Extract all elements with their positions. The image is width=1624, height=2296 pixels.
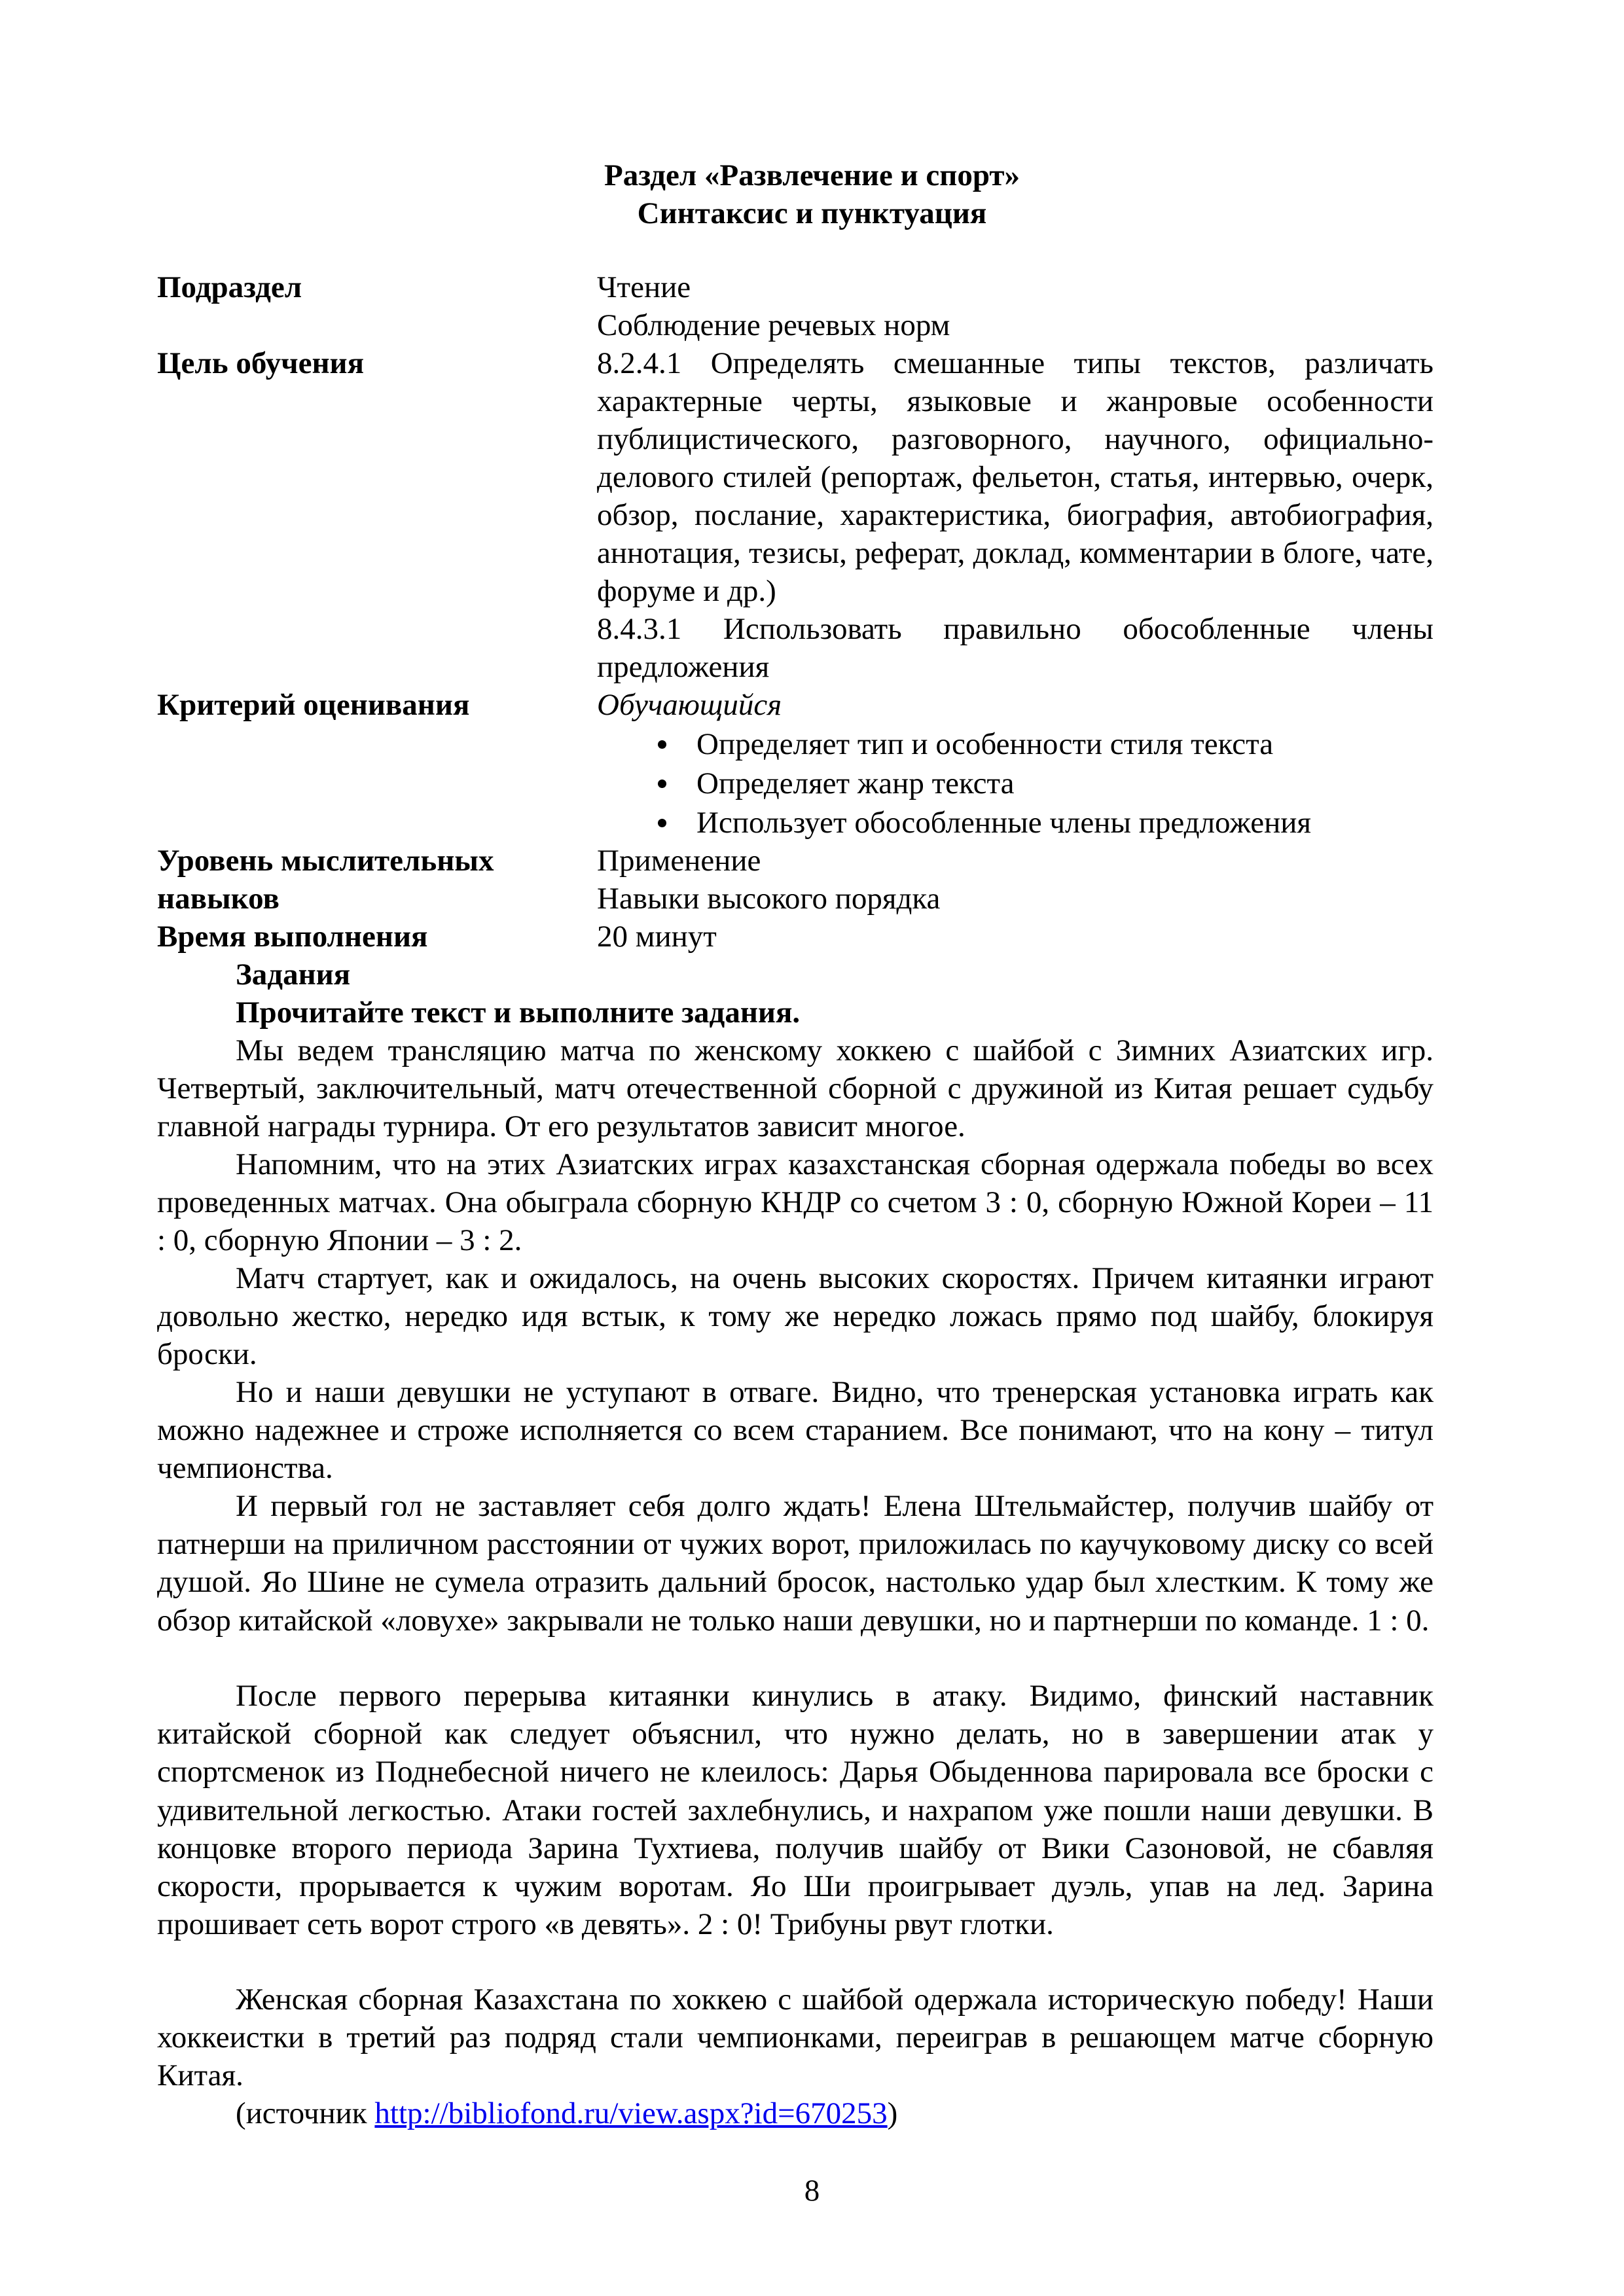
level-value-1: Применение bbox=[597, 844, 761, 878]
level-label-1: Уровень мыслительных bbox=[157, 844, 494, 878]
page-number: 8 bbox=[804, 2174, 820, 2208]
goal-2: 8.4.3.1 Использовать правильно обособленные члены предложения bbox=[597, 612, 1434, 684]
text-paragraph-6: После первого перерыва китаянки кинулись в атаку. Видимо, финский наставник китайской сборной как следует объяснил, что нужно делать, но в завершении атак у спортсменок из Поднебесной ничего не клеилось: Дарья Обыденнова парировала все броски с удивительной легкостью. Атаки гостей захлебнулись, и нахрапом уже пошли наши девушки. В концовке второго периода Зарина Тухтиева, получив шайбу от Вики Сазоновой, не сбавляя скорости, прорывается к чужим воротам. Яо Ши проигрывает дуэль, упав на лед. Зарина прошивает сеть ворот строго «в девять». 2 : 0! Трибуны рвут глотки. bbox=[157, 1679, 1434, 1942]
source-suffix: ) bbox=[887, 2096, 898, 2130]
level-label-2: навыков bbox=[157, 882, 280, 916]
text-paragraph-1: Мы ведем трансляцию матча по женскому хоккею с шайбой с Зимних Азиатских игр. Четвертый, заключительный, матч отечественной сборной с дружиной из Китая решает судьбу главной награды турнира. От его результатов зависит многое. bbox=[157, 1033, 1434, 1144]
bullet-icon bbox=[658, 740, 666, 749]
section-title: Раздел «Развлечение и спорт» bbox=[604, 158, 1020, 192]
text-paragraph-2: Напомним, что на этих Азиатских играх казахстанская сборная одержала победы во всех проведенных матчах. Она обыграла сборную КНДР со счетом 3 : 0, сборную Южной Кореи – 11 : 0, сборную Японии – 3 : 2. bbox=[157, 1147, 1434, 1258]
bullet-icon bbox=[658, 819, 666, 827]
subsection-value-1: Чтение bbox=[597, 270, 691, 304]
goal-label: Цель обучения bbox=[157, 346, 365, 380]
text-paragraph-5: И первый гол не заставляет себя долго ждать! Елена Штельмайстер, получив шайбу от патнерши на приличном расстоянии от чужих ворот, приложилась по каучуковому диску со всей душой. Яо Шине не сумела отразить дальний бросок, настолько удар был хлестким. К тому же обзор китайской «ловухе» закрывали не только наши девушки, но и партнерши по команде. 1 : 0. bbox=[157, 1489, 1434, 1638]
source-link[interactable]: http://bibliofond.ru/view.aspx?id=670253 bbox=[374, 2096, 888, 2130]
subsection-value-2: Соблюдение речевых норм bbox=[597, 308, 950, 342]
time-value: 20 минут bbox=[597, 920, 717, 954]
criteria-label: Критерий оценивания bbox=[157, 688, 470, 722]
text-paragraph-4: Но и наши девушки не уступают в отваге. Видно, что тренерская установка играть как можно надежнее и строже исполняется со всем старанием. Все понимают, что на кону – титул чемпионства. bbox=[157, 1375, 1434, 1486]
goal-1: 8.2.4.1 Определять смешанные типы текстов, различать характерные черты, языковые и жанровые особенности публицистического, разговорного, научного, официально-делового стилей (репортаж, фельетон, статья, интервью, очерк, обзор, послание, характеристика, биография, автобиография, аннотация, тезисы, реферат, доклад, комментарии в блоге, чате, форуме и др.) bbox=[597, 346, 1434, 608]
topic-title: Синтаксис и пунктуация bbox=[637, 196, 987, 230]
text-paragraph-3: Матч стартует, как и ожидалось, на очень высоких скоростях. Причем китаянки играют довольно жестко, нередко идя встык, к тому же нередко ложась прямо под шайбу, блокируя броски. bbox=[157, 1261, 1434, 1372]
source-prefix: (источник bbox=[236, 2096, 375, 2130]
subsection-label: Подраздел bbox=[157, 270, 302, 304]
level-value-2: Навыки высокого порядка bbox=[597, 882, 941, 916]
criteria-intro: Обучающийся bbox=[597, 688, 782, 722]
tasks-heading: Задания bbox=[236, 958, 351, 992]
time-label: Время выполнения bbox=[157, 920, 428, 954]
bullet-icon bbox=[658, 780, 666, 788]
tasks-instruction: Прочитайте текст и выполните задания. bbox=[236, 996, 801, 1030]
text-paragraph-7: Женская сборная Казахстана по хоккею с шайбой одержала историческую победу! Наши хоккеистки в третий раз подряд стали чемпионками, переиграв в решающем матче сборную Китая. bbox=[157, 1982, 1434, 2093]
document-page: Раздел «Развлечение и спорт» Синтаксис и пунктуация Подраздел Чтение Соблюдение речевых норм Цель обучения 8.2.4.1 Определять смешанные типы текстов, различать характерные черты, языковые и жанровые особенности публицистического, разговорного, научного, официально-делового стилей (репортаж, фельетон, статья, интервью, очерк, обзор, послание, характеристика, биография, автобиография, аннотация, тезисы, реферат, доклад, комментарии в блоге, чате, форуме и др.) 8.4.3.1 Использовать правильно обособленные члены предложения Критерий оценивания Обучающийся Определяет тип и особенности стиля текста Определяет жанр текста Использует обособленные члены предложения Уровень мыслительных Применение навыков Навыки высокого порядка Время выполнения 20 минут Задания Прочитайте текст и выполните задания. Мы ведем трансляцию матча по женскому хоккею с шайбой с Зимних Азиатских игр. Четвертый, заключительный, матч отечественной сборной с дружиной из Китая решает судьбу главной награды турнира. От его результатов зависит многое. Напомним, что на этих Азиатских играх казахстанская сборная одержала победы во всех проведенных матчах. Она обыграла сборную КНДР со счетом 3 : 0, сборную Южной Кореи – 11 : 0, сборную Японии – 3 : 2. Матч стартует, как и ожидалось, на очень высоких скоростях. Причем китаянки играют довольно жестко, нередко идя встык, к тому же нередко ложась прямо под шайбу, блокируя броски. Но и наши девушки не уступают в отваге. Видно, что тренерская установка играть как можно надежнее и строже исполняется со всем старанием. Все понимают, что на кону – титул чемпионства. И первый гол не заставляет себя долго ждать! Елена Штельмайстер, получив шайбу от патнерши на приличном расстоянии от чужих ворот, приложилась по каучуковому диску со всей душой. Яо Шине не сумела отразить дальний бросок, настолько удар был хлестким. К тому же обзор китайской «ловухе» закрывали не только наши девушки, но и партнерши по команде. 1 : 0. После первого перерыва китаянки кинулись в атаку. Видимо, финский наставник китайской сборной как следует объяснил, что нужно делать, но в завершении атак у спортсменок из Поднебесной ничего не клеилось: Дарья Обыденнова парировала все броски с удивительной легкостью. Атаки гостей захлебнулись, и нахрапом уже пошли наши девушки. В концовке второго периода Зарина Тухтиева, получив шайбу от Вики Сазоновой, не сбавляя скорости, прорывается к чужим воротам. Яо Ши проигрывает дуэль, упав на лед. Зарина прошивает сеть ворот строго «в девять». 2 : 0! Трибуны рвут глотки. Женская сборная Казахстана по хоккею с шайбой одержала историческую победу! Наши хоккеистки в третий раз подряд стали чемпионками, переиграв в решающем матче сборную Китая. (источник http://bibliofond.ru/view.aspx?id=670253) 8 bbox=[0, 0, 1624, 2296]
source-line bbox=[236, 2094, 897, 2132]
